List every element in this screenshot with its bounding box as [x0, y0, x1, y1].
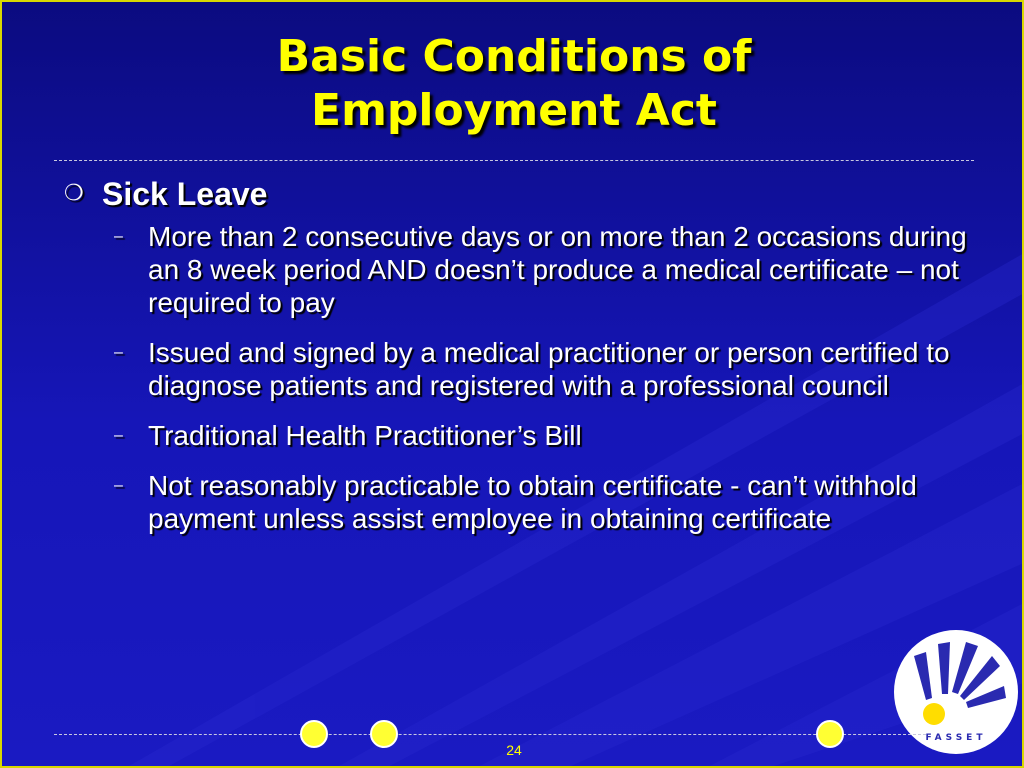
list-item-text: More than 2 consecutive days or on more than 2 occasions during an 8 week period AND doesn’t produce a medical certificate – not required to pay [148, 221, 967, 318]
list-item-text: Issued and signed by a medical practitioner or person certified to diagnose patients and registered with a professional council [148, 337, 950, 401]
list-item [114, 469, 974, 535]
list-item [114, 419, 974, 452]
decorative-dot [300, 720, 328, 748]
hollow-circle-bullet-icon: ❍ [64, 181, 84, 206]
decorative-dot [816, 720, 844, 748]
heading-bullet [64, 174, 974, 214]
title-line-1: Basic Conditions of [276, 31, 752, 82]
heading-text: Sick Leave [102, 176, 268, 212]
list-item [114, 336, 974, 402]
page-number: 24 [506, 742, 522, 758]
dash-bullet-icon: – [114, 477, 123, 494]
list-item [114, 220, 974, 319]
sub-bullet-list [64, 220, 974, 535]
slide-title [2, 30, 1024, 138]
decorative-dot [370, 720, 398, 748]
top-divider [54, 160, 974, 161]
title-line-2: Employment Act [311, 85, 717, 136]
list-item-text: Not reasonably practicable to obtain certificate - can’t withhold payment unless assist employee in obtaining certificate [148, 470, 917, 534]
slide-body [64, 174, 974, 552]
dash-bullet-icon: – [114, 344, 123, 361]
logo-wordmark: FASSET [925, 733, 987, 743]
dash-bullet-icon: – [114, 228, 123, 245]
fasset-logo [892, 628, 1020, 756]
bottom-divider [54, 734, 926, 735]
list-item-text: Traditional Health Practitioner’s Bill [148, 420, 582, 451]
dash-bullet-icon: – [114, 427, 123, 444]
